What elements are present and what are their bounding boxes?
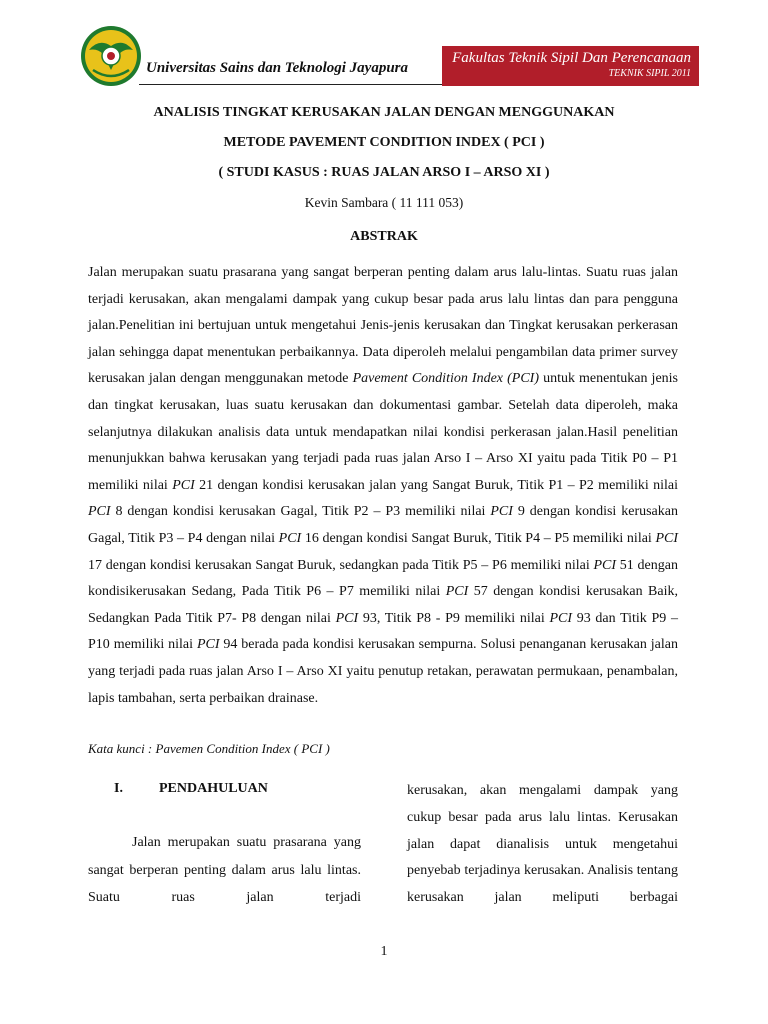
- department-name: TEKNIK SIPIL 2011: [608, 68, 691, 79]
- section-title: PENDAHULUAN: [159, 781, 268, 796]
- abstract-body: Jalan merupakan suatu prasarana yang sangat berperan penting dalam arus lalu-lintas. Suatu ruas jalan terjadi kerusakan, akan mengalami dampak yang cukup besar pada arus lalu lintas dan para pengguna jalan.Penelitian ini bertujuan untuk mengetahui Jenis-jenis kerusakan dan Tingkat kerusakan perkerasan jalan sehingga dapat menentukan perbaikannya. Data diperoleh melalui pengambilan data primer survey kerusakan jalan dengan menggunakan metode Pavement Condition Index (PCI) untuk menentukan jenis dan tingkat kerusakan, luas suatu kerusakan dan dokumentasi gambar. Setelah data diperoleh, maka selanjutnya dilakukan analisis data untuk mendapatkan nilai kondisi perkerasan jalan.Hasil penelitian menunjukkan bahwa kerusakan yang terjadi pada ruas jalan Arso I – Arso XI yaitu pada Titik P0 – P1 memiliki nilai PCI 21 dengan kondisi kerusakan jalan yang Sangat Buruk, Titik P1 – P2 memiliki nilai PCI 8 dengan kondisi kerusakan Gagal, Titik P2 – P3 memiliki nilai PCI 9 dengan kondisi kerusakan Gagal, Titik P3 – P4 dengan nilai PCI 16 dengan kondisi Sangat Buruk, Titik P4 – P5 memiliki nilai PCI 17 dengan kondisi kerusakan Sangat Buruk, sedangkan pada Titik P5 – P6 memiliki nilai PCI 51 dengan kondisikerusakan Sedang, Pada Titik P6 – P7 memiliki nilai PCI 57 dengan kondisi kerusakan Baik, Sedangkan Pada Titik P7- P8 dengan nilai PCI 93, Titik P8 - P9 memiliki nilai PCI 93 dan Titik P9 – P10 memiliki nilai PCI 94 berada pada kondisi kerusakan sempurna. Solusi penanganan kerusakan jalan yang terjadi pada ruas jalan Arso I – Arso XI yaitu penutup retakan, perawatan permukaan, penambalan, lapis tambahan, serta perbaikan drainase.: [88, 265, 679, 706]
- keywords-line: Kata kunci : Pavemen Condition Index ( PCI ): [88, 741, 330, 756]
- author-line: Kevin Sambara ( 11 111 053): [304, 195, 464, 210]
- university-seal-logo: [79, 24, 143, 88]
- header-divider: [139, 84, 445, 85]
- paper-title-line-2: METODE PAVEMENT CONDITION INDEX ( PCI ): [223, 135, 545, 150]
- right-column-text: kerusakan, akan mengalami dampak yang cukup besar pada arus lalu lintas. Kerusakan jalan dapat dianalisis untuk mengetahui penyebab terjadinya kerusakan. Analisis tentang kerusakan jalan meliputi berbagai: [407, 783, 678, 906]
- faculty-banner: [442, 46, 699, 86]
- faculty-name: Fakultas Teknik Sipil Dan Perencanaan: [452, 50, 691, 66]
- paper-title-line-1: ANALISIS TINGKAT KERUSAKAN JALAN DENGAN MENGGUNAKAN: [153, 105, 615, 120]
- page-number: 1: [380, 944, 388, 959]
- paper-title-line-3: ( STUDI KASUS : RUAS JALAN ARSO I – ARSO XI ): [218, 165, 550, 180]
- abstract-heading: ABSTRAK: [350, 229, 418, 244]
- section-number: I.: [114, 781, 123, 796]
- university-name: Universitas Sains dan Teknologi Jayapura: [146, 60, 408, 76]
- left-column-text: Jalan merupakan suatu prasarana yang sangat berperan penting dalam arus lalu lintas. Suatu ruas jalan terjadi: [88, 835, 361, 905]
